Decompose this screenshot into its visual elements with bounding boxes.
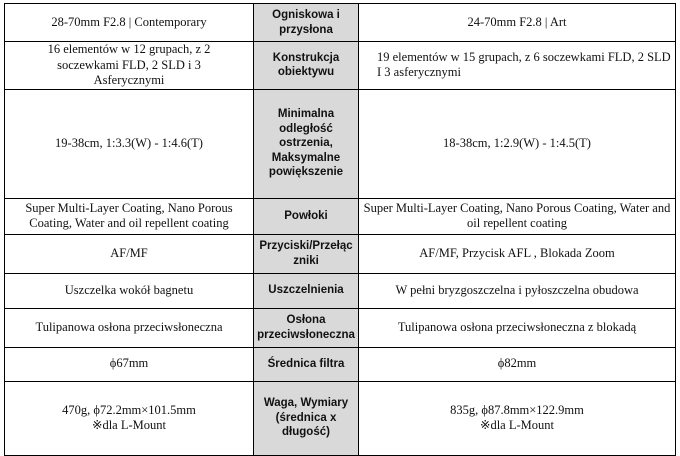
left-lens-value: 16 elementów w 12 grupach, z 2 soczewkami FLD, 2 SLD i 3 Asferycznymi bbox=[5, 42, 254, 90]
spec-label: Powłoki bbox=[254, 198, 359, 234]
right-lens-value: ϕ82mm bbox=[359, 347, 676, 381]
spec-label: Waga, Wymiary (średnica x długość) bbox=[254, 381, 359, 455]
left-lens-value: 28-70mm F2.8 | Contemporary bbox=[5, 4, 254, 42]
table-row bbox=[5, 198, 676, 234]
right-lens-value: 18-38cm, 1:2.9(W) - 1:4.5(T) bbox=[359, 89, 676, 198]
spec-label: Przyciski/Przełączniki bbox=[254, 234, 359, 273]
right-lens-value: 835g, ϕ87.8mm×122.9mm ※dla L-Mount bbox=[359, 381, 676, 455]
left-lens-value: ϕ67mm bbox=[5, 347, 254, 381]
table-row bbox=[5, 308, 676, 347]
table-row bbox=[5, 347, 676, 381]
lens-comparison-table bbox=[4, 3, 676, 456]
spec-label: Minimalna odległość ostrzenia, Maksymalne powiększenie bbox=[254, 89, 359, 198]
left-lens-value: 19-38cm, 1:3.3(W) - 1:4.6(T) bbox=[5, 89, 254, 198]
spec-label: Osłona przeciwsłoneczna bbox=[254, 308, 359, 347]
right-lens-value: 19 elementów w 15 grupach, z 6 soczewkami FLD, 2 SLD I 3 asferycznymi bbox=[359, 42, 676, 90]
spec-label: Uszczelnienia bbox=[254, 273, 359, 308]
table-row bbox=[5, 4, 676, 42]
left-lens-value: Uszczelka wokół bagnetu bbox=[5, 273, 254, 308]
table-row bbox=[5, 381, 676, 455]
table-row bbox=[5, 273, 676, 308]
table-row bbox=[5, 234, 676, 273]
spec-label: Średnica filtra bbox=[254, 347, 359, 381]
table-row bbox=[5, 89, 676, 198]
left-lens-value: 470g, ϕ72.2mm×101.5mm ※dla L-Mount bbox=[5, 381, 254, 455]
right-lens-value: AF/MF, Przycisk AFL , Blokada Zoom bbox=[359, 234, 676, 273]
right-lens-value: Tulipanowa osłona przeciwsłoneczna z blokadą bbox=[359, 308, 676, 347]
spec-label: Ogniskowa i przysłona bbox=[254, 4, 359, 42]
table-row bbox=[5, 42, 676, 90]
left-lens-value: Super Multi-Layer Coating, Nano Porous Coating, Water and oil repellent coating bbox=[5, 198, 254, 234]
left-lens-value: Tulipanowa osłona przeciwsłoneczna bbox=[5, 308, 254, 347]
right-lens-value: Super Multi-Layer Coating, Nano Porous Coating, Water and oil repellent coating bbox=[359, 198, 676, 234]
right-lens-value: W pełni bryzgoszczelna i pyłoszczelna obudowa bbox=[359, 273, 676, 308]
spec-label: Konstrukcja obiektywu bbox=[254, 42, 359, 90]
right-lens-value: 24-70mm F2.8 | Art bbox=[359, 4, 676, 42]
left-lens-value: AF/MF bbox=[5, 234, 254, 273]
